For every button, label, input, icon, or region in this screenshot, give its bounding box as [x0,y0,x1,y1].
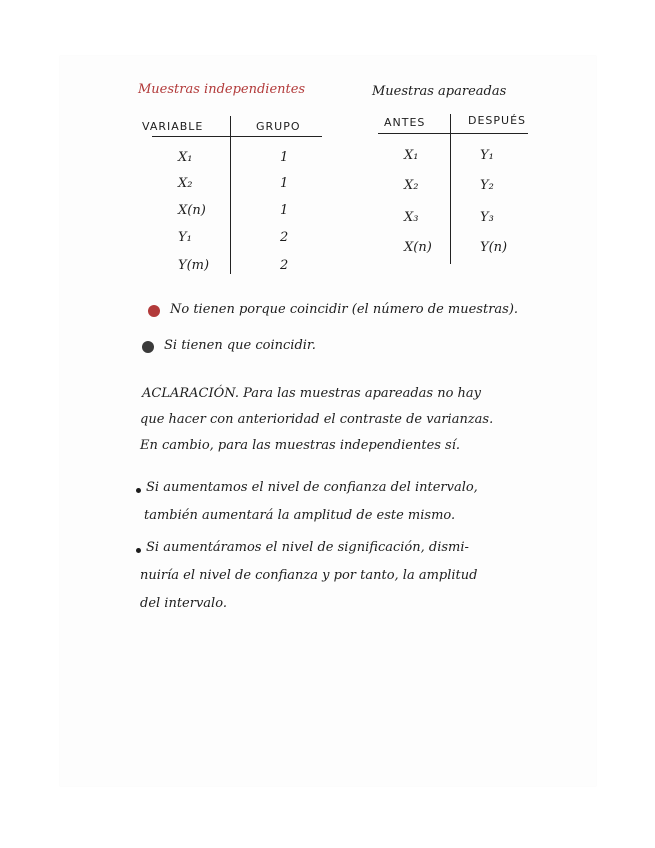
bullet-dot-1 [136,488,141,493]
bullet-1-line-1: Si aumentamos el nivel de confianza del intervalo, [146,480,478,495]
cell-group-2: 1 [280,176,289,191]
dark-scribble-icon [142,341,154,353]
clarification-line-3: En cambio, para las muestras independientes sí. [140,438,461,453]
col-header-group: GRUPO [256,120,301,133]
table-paired-header-rule [378,133,528,134]
bullet-2-line-1: Si aumentáramos el nivel de significación, dismi- [146,540,469,555]
legend-red-note: No tienen porque coincidir (el número de muestras). [170,302,519,317]
heading-independent-samples: Muestras independientes [138,82,306,97]
cell-before-1: X₁ [404,148,419,163]
cell-before-3: X₃ [404,210,419,225]
red-scribble-icon [148,305,160,317]
legend-dark-note: Si tienen que coincidir. [164,338,316,353]
col-header-before: ANTES [384,116,426,129]
cell-after-3: Y₃ [480,210,494,225]
cell-before-4: X(n) [404,240,432,255]
cell-variable-3: X(n) [178,203,206,218]
cell-variable-2: X₂ [178,176,193,191]
cell-variable-5: Y(m) [178,258,210,273]
heading-paired-samples: Muestras apareadas [372,84,507,99]
cell-group-3: 1 [280,203,289,218]
cell-variable-1: X₁ [178,150,193,165]
cell-after-4: Y(n) [480,240,508,255]
clarification-line-1: ACLARACIÓN. Para las muestras apareadas no hay [142,386,482,401]
notebook-page [60,56,596,786]
bullet-1-line-2: también aumentará la amplitud de este mismo. [144,508,456,523]
cell-group-4: 2 [280,230,289,245]
table-independent-header-rule [152,136,322,137]
cell-group-1: 1 [280,150,289,165]
bullet-2-line-3: del intervalo. [140,596,227,611]
cell-after-1: Y₁ [480,148,494,163]
col-header-variable: VARIABLE [142,120,204,133]
table-independent-divider [230,116,231,274]
cell-variable-4: Y₁ [178,230,192,245]
clarification-line-2: que hacer con anterioridad el contraste de varianzas. [140,412,494,427]
bullet-2-line-2: nuiría el nivel de confianza y por tanto, la amplitud [140,568,478,583]
cell-after-2: Y₂ [480,178,494,193]
cell-before-2: X₂ [404,178,419,193]
bullet-dot-2 [136,548,141,553]
col-header-after: DESPUÉS [468,114,527,127]
cell-group-5: 2 [280,258,289,273]
table-paired-divider [450,114,451,264]
